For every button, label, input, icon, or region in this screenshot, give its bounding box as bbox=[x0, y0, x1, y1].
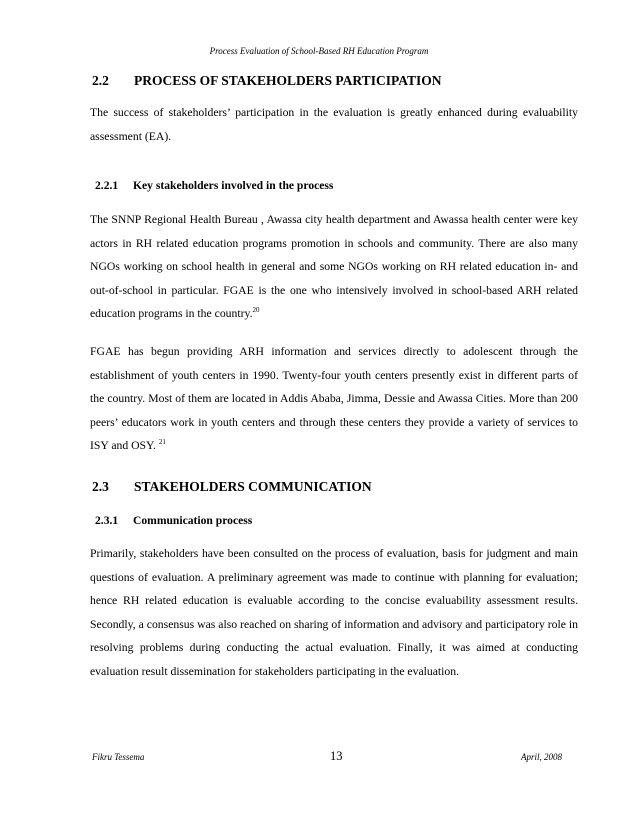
paragraph-text: The SNNP Regional Health Bureau , Awassa city health department and Awassa health center were key actors in RH related education programs promotion in schools and community. There are also many NGOs working on school health in general and some NGOs working on RH related education in- and out-of-school in particular. FGAE is the one who intensively involved in school-based ARH related education programs in the country. bbox=[90, 213, 578, 321]
section-2-2-1-heading bbox=[95, 179, 333, 192]
section-title: Key stakeholders involved in the process bbox=[133, 179, 334, 192]
section-2-2-heading bbox=[92, 73, 441, 89]
paragraph-communication-process: Primarily, stakeholders have been consulted on the process of evaluation, basis for judgment and main questions of evaluation. A preliminary agreement was made to continue with planning for evaluation; hence RH related education is evaluable according to the concise evaluability assessment results. Secondly, a consensus was also reached on sharing of information and advisory and participatory role in resolving problems during conducting the actual evaluation. Finally, it was aimed at conducting evaluation result dissemination for stakeholders participating in the evaluation. bbox=[90, 547, 578, 678]
section-2-3-heading bbox=[92, 479, 372, 495]
footnote-ref: 20 bbox=[252, 306, 260, 315]
paragraph-fgae bbox=[90, 340, 578, 458]
section-number: 2.3.1 bbox=[95, 514, 119, 527]
paragraph-text: FGAE has begun providing ARH information and services directly to adolescent through the establishment of youth centers in 1990. Twenty-four youth centers presently exist in different parts of the country. Most of them are located in Addis Ababa, Jimma, Dessie and Awassa Cities. More than 200 peers’ educators work in youth centers and through these centers they provide a variety of services to ISY and OSY. bbox=[90, 345, 578, 453]
section-number: 2.2 bbox=[92, 73, 109, 88]
footer-author: Fikru Tessema bbox=[92, 752, 145, 762]
section-number: 2.2.1 bbox=[95, 179, 119, 192]
section-title: PROCESS OF STAKEHOLDERS PARTICIPATION bbox=[134, 73, 442, 88]
footnote-ref: 21 bbox=[158, 438, 166, 447]
section-2-3-1-heading bbox=[95, 514, 252, 527]
section-number: 2.3 bbox=[92, 479, 109, 494]
section-title: STAKEHOLDERS COMMUNICATION bbox=[134, 479, 372, 494]
paragraph-stakeholder-participation: The success of stakeholders’ participation in the evaluation is greatly enhanced during evaluability assessment (EA). bbox=[90, 106, 578, 143]
page-number: 13 bbox=[330, 749, 343, 763]
page-footer bbox=[92, 749, 562, 769]
running-header: Process Evaluation of School-Based RH Education Program bbox=[209, 46, 429, 56]
paragraph-key-stakeholders bbox=[90, 208, 578, 326]
section-title: Communication process bbox=[133, 514, 253, 527]
footer-date: April, 2008 bbox=[520, 752, 562, 762]
